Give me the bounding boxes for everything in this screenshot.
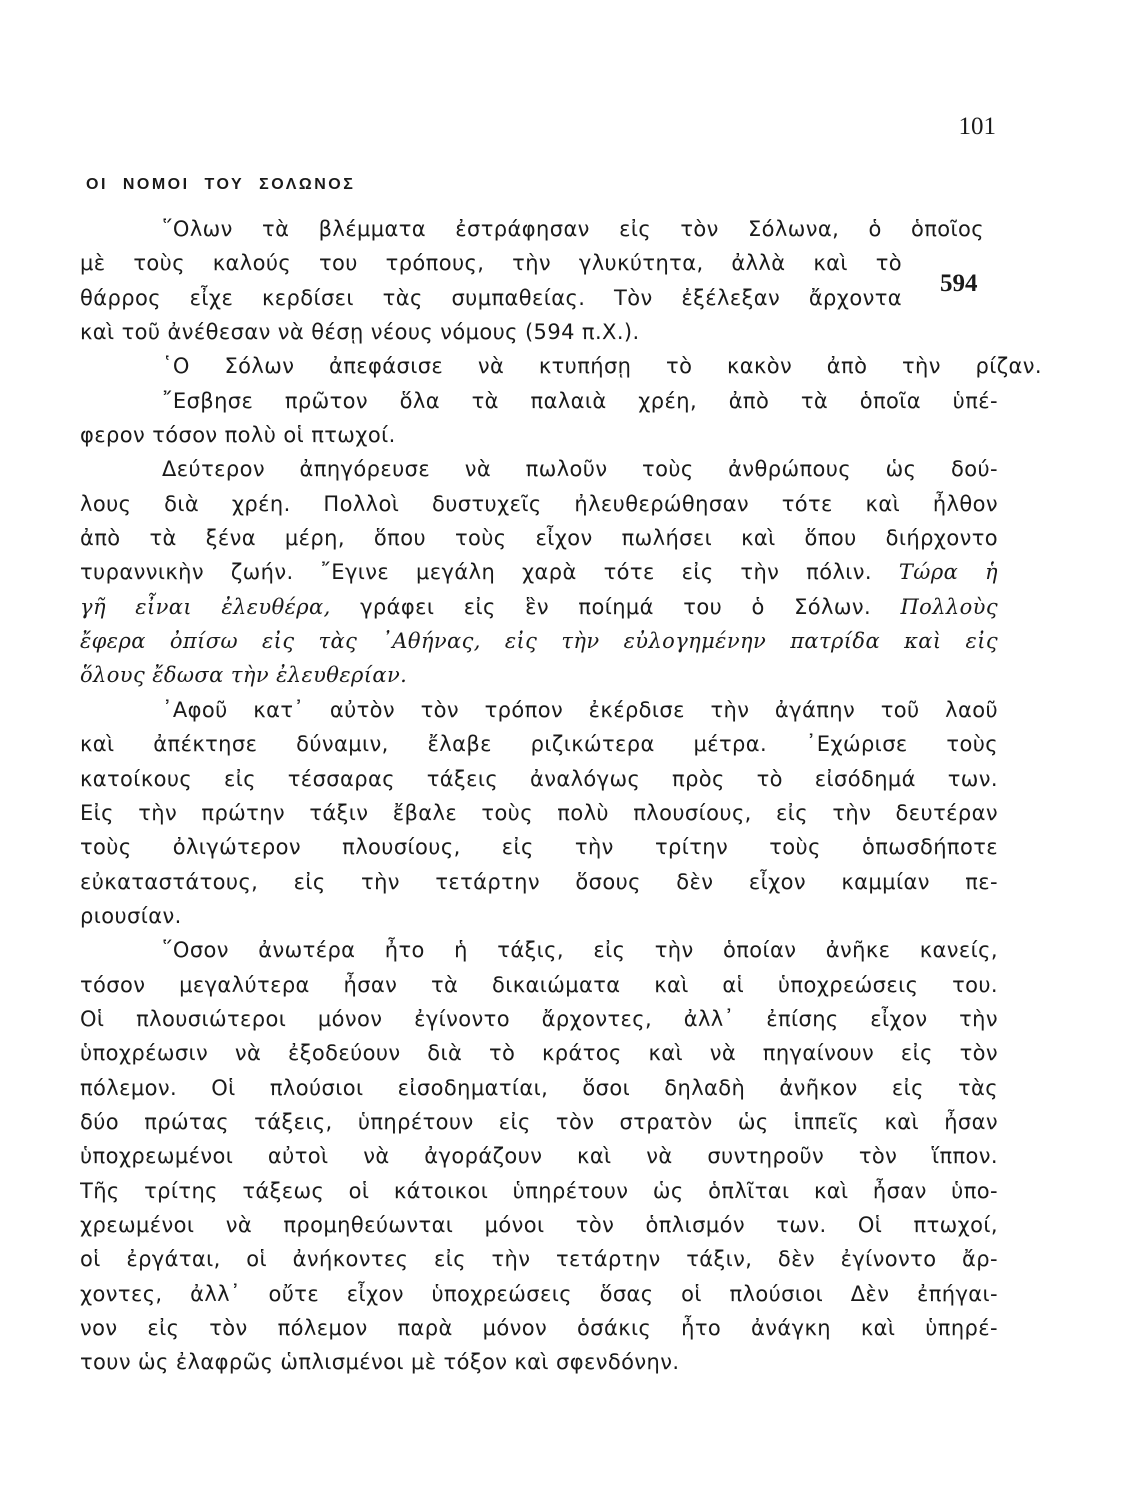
text-line xyxy=(80,555,998,589)
page-number: 101 xyxy=(958,113,996,140)
text-line: ῾Ο Σόλων ἀπεφάσισε νὰ κτυπήσῃ τὸ κακὸν ἀπὸ τὴν ρίζαν. xyxy=(162,354,1042,379)
text-line: ὑποχρεωμένοι αὐτοὶ νὰ ἀγοράζουν καὶ νὰ συντηροῦν τὸν ἵππον. xyxy=(80,1144,998,1169)
margin-year-note: 594 xyxy=(940,270,978,297)
text-line: χρεωμένοι νὰ προμηθεύωνται μόνοι τὸν ὁπλισμόν των. Οἱ πτωχοί, xyxy=(80,1212,998,1237)
text-line: δύο πρώτας τάξεις, ὑπηρέτουν εἰς τὸν στρατὸν ὡς ἱππεῖς καὶ ἦσαν xyxy=(80,1109,998,1134)
text-line: ἀπὸ τὰ ξένα μέρη, ὅπου τοὺς εἶχον πωλήσει καὶ ὅπου διήρχοντο xyxy=(80,526,998,551)
text-line: Τῆς τρίτης τάξεως οἱ κάτοικοι ὑπηρέτουν ὡς ὁπλῖται καὶ ἦσαν ὑπο- xyxy=(80,1178,998,1203)
text-line: ῎Εσβησε πρῶτον ὅλα τὰ παλαιὰ χρέη, ἀπὸ τὰ ὁποῖα ὑπέ- xyxy=(162,388,998,413)
chapter-title: ΟΙ ΝΟΜΟΙ ΤΟΥ ΣΟΛΩΝΟΣ xyxy=(86,176,356,193)
poem-quote: Τώρα ἡ xyxy=(898,560,998,585)
text-line: τοὺς ὀλιγώτερον πλουσίους, εἰς τὴν τρίτην τοὺς ὁπωσδήποτε xyxy=(80,835,998,860)
text-line: Εἰς τὴν πρώτην τάξιν ἔβαλε τοὺς πολὺ πλουσίους, εἰς τὴν δευτέραν xyxy=(80,800,998,825)
text-line: Οἱ πλουσιώτεροι μόνον ἐγίνοντο ἄρχοντες, ἀλλ᾿ ἐπίσης εἶχον τὴν xyxy=(80,1006,998,1031)
poem-quote: Πολλοὺς xyxy=(900,594,998,619)
text-line: τουν ὡς ἐλαφρῶς ὡπλισμένοι μὲ τόξον καὶ σφενδόνην. xyxy=(80,1350,680,1375)
text-line: Δεύτερον ἀπηγόρευσε νὰ πωλοῦν τοὺς ἀνθρώπους ὡς δού- xyxy=(162,457,998,482)
poem-line: ὅλους ἔδωσα τὴν ἐλευθερίαν. xyxy=(80,663,408,688)
text-line: λους διὰ χρέη. Πολλοὶ δυστυχεῖς ἠλευθερώθησαν τότε καὶ ἦλθον xyxy=(80,491,998,516)
text-line: ᾿Αφοῦ κατ᾿ αὐτὸν τὸν τρόπον ἐκέρδισε τὴν ἀγάπην τοῦ λαοῦ xyxy=(162,697,998,722)
text-line: ὑποχρέωσιν νὰ ἐξοδεύουν διὰ τὸ κράτος καὶ νὰ πηγαίνουν εἰς τὸν xyxy=(80,1041,998,1066)
text-line: ριουσίαν. xyxy=(80,903,182,928)
text-line: ῞Ολων τὰ βλέμματα ἐστράφησαν εἰς τὸν Σόλωνα, ὁ ὁποῖος xyxy=(162,217,984,241)
text-line: κατοίκους εἰς τέσσαρας τάξεις ἀναλόγως πρὸς τὸ εἰσόδημά των. xyxy=(80,766,998,791)
text-line: φερον τόσον πολὺ οἱ πτωχοί. xyxy=(80,423,396,448)
text-span: τυραννικὴν ζωήν. ῎Εγινε μεγάλη χαρὰ τότε εἰς τὴν πόλιν. xyxy=(80,560,873,585)
text-line: εὐκαταστάτους, εἰς τὴν τετάρτην ὅσους δὲν εἶχον καμμίαν πε- xyxy=(80,869,998,894)
text-line: ῞Οσον ἀνωτέρα ἦτο ἡ τάξις, εἰς τὴν ὁποίαν ἀνῆκε κανείς, xyxy=(162,938,998,963)
text-line: τόσον μεγαλύτερα ἦσαν τὰ δικαιώματα καὶ αἱ ὑποχρεώσεις του. xyxy=(80,972,998,997)
text-line: πόλεμον. Οἱ πλούσιοι εἰσοδηματίαι, ὅσοι δηλαδὴ ἀνῆκον εἰς τὰς xyxy=(80,1075,998,1100)
text-line: καὶ ἀπέκτησε δύναμιν, ἔλαβε ριζικώτερα μέτρα. ᾿Εχώρισε τοὺς xyxy=(80,732,998,757)
text-line: καὶ τοῦ ἀνέθεσαν νὰ θέσῃ νέους νόμους (594 π.Χ.). xyxy=(80,320,640,345)
text-line: θάρρος εἶχε κερδίσει τὰς συμπαθείας. Τὸν ἐξέλεξαν ἄρχοντα xyxy=(80,285,902,310)
text-line: νον εἰς τὸν πόλεμον παρὰ μόνον ὁσάκις ἦτο ἀνάγκη καὶ ὑπηρέ- xyxy=(80,1316,998,1340)
body-text xyxy=(80,212,1042,1380)
text-line: οἱ ἐργάται, οἱ ἀνήκοντες εἰς τὴν τετάρτην τάξιν, δὲν ἐγίνοντο ἄρ- xyxy=(80,1247,998,1272)
text-line xyxy=(80,590,998,624)
poem-quote: γῆ εἶναι ἐλευθέρα, xyxy=(80,594,331,619)
text-span: γράφει εἰς ἓν ποίημά του ὁ Σόλων. xyxy=(360,594,872,619)
poem-line: ἔφερα ὀπίσω εἰς τὰς ᾿Αθήνας, εἰς τὴν εὐλογημένην πατρίδα καὶ εἰς xyxy=(80,629,998,654)
text-line: χοντες, ἀλλ᾿ οὔτε εἶχον ὑποχρεώσεις ὅσας οἱ πλούσιοι Δὲν ἐπήγαι- xyxy=(80,1281,998,1306)
text-line: μὲ τοὺς καλούς του τρόπους, τὴν γλυκύτητα, ἀλλὰ καὶ τὸ xyxy=(80,251,902,276)
